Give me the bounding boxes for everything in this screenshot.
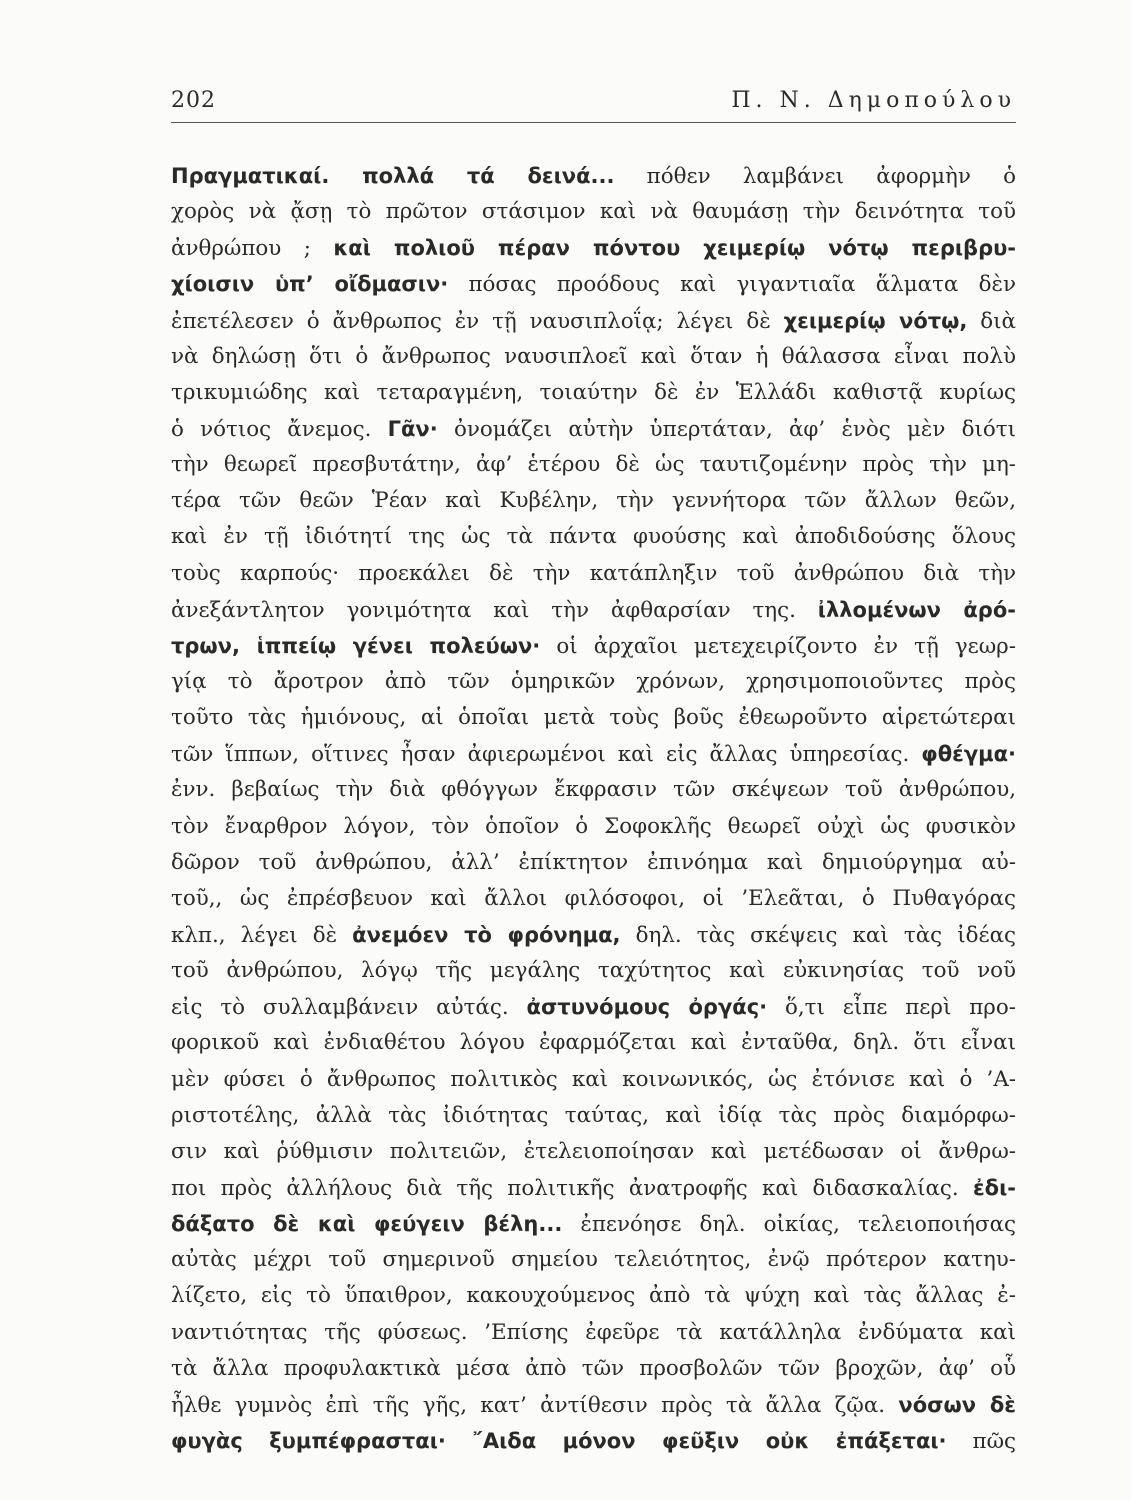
bold-quote: καὶ πολιοῦ πέραν πόντου χειμερίῳ νότῳ περιβρυ- (333, 236, 1016, 261)
text-segment: ποι πρὸς ἀλλήλους διὰ τῆς πολιτικῆς ἀνατροφῆς καὶ διδασκαλίας. (171, 1175, 973, 1201)
text-line (171, 158, 1016, 194)
bold-quote: χειμερίῳ νότῳ, (783, 308, 968, 333)
text-segment: ὀνομάζει αὐτὴν ὑπερτάταν, ἀφ’ ἑνὸς μὲν διότι (437, 416, 1016, 442)
text-line (171, 917, 1016, 953)
text-line (171, 266, 1016, 302)
text-segment: τοῦ,, ὡς ἐπρέσβευον καὶ ἄλλοι φιλόσοφοι, οἱ ’Ελεᾶται, ὁ Πυθαγόρας (171, 885, 1016, 911)
text-line (171, 1351, 1016, 1387)
text-segment: πόσας προόδους καὶ γιγαντιαῖα ἅλματα δὲν (448, 272, 1016, 298)
body-text (171, 158, 1016, 1459)
text-segment: αὐτὰς μέχρι τοῦ σημερινοῦ σημείου τελειότητος, ἐνῷ πρότερον κατηυ- (171, 1247, 1016, 1273)
bold-quote: ἀστυνόμους ὀργάς· (526, 995, 768, 1020)
text-line (171, 628, 1016, 664)
text-segment: ριστοτέλης, ἀλλὰ τὰς ἰδιότητας ταύτας, καὶ ἰδίᾳ τὰς πρὸς διαμόρφω- (171, 1102, 1016, 1128)
text-segment: μὲν φύσει ὁ ἄνθρωπος πολιτικὸς καὶ κοινωνικός, ὡς ἐτόνισε καὶ ὁ ’Α- (171, 1066, 1016, 1092)
text-line (171, 881, 1016, 917)
text-line (171, 700, 1016, 736)
text-segment: τρικυμιώδης καὶ τεταραγμένη, τοιαύτην δὲ ἐν Ἑλλάδι καθιστᾷ κυρίως (171, 379, 1016, 405)
bold-quote: φυγὰς ξυμπέφρασται· ῎Αιδα μόνον φεῦξιν οὐκ ἐπάξεται· (171, 1428, 947, 1453)
text-line (171, 845, 1016, 881)
text-segment: πῶς (946, 1428, 1016, 1454)
text-line (171, 592, 1016, 628)
text-line (171, 1170, 1016, 1206)
text-segment: εἰς τὸ συλλαμβάνειν αὐτάς. (171, 995, 527, 1021)
text-line (171, 1315, 1016, 1351)
text-segment: ναντιότητας τῆς φύσεως. ’Επίσης ἐφεῦρε τὰ κατάλληλα ἐνδύματα καὶ (171, 1319, 1016, 1345)
text-line (171, 664, 1016, 700)
text-segment: ὁ νότιος ἄνεμος. (171, 416, 388, 442)
text-line (171, 1098, 1016, 1134)
text-line (171, 1206, 1016, 1242)
text-segment: λίζετο, εἰς τὸ ὕπαιθρον, κακουχούμενος ἀπὸ τὰ ψύχη καὶ τὰς ἄλλας ἐ- (171, 1283, 1016, 1309)
text-segment: ἦλθε γυμνὸς ἐπὶ τῆς γῆς, κατ’ ἀντίθεσιν πρὸς τὰ ἄλλα ζῷα. (171, 1392, 899, 1418)
text-segment: ἀνθρώπου ; (171, 236, 334, 262)
text-segment: τὰ ἄλλα προφυλακτικὰ μέσα ἀπὸ τῶν προσβολῶν τῶν βροχῶν, ἀφ’ οὗ (171, 1355, 1016, 1381)
text-segment: οἱ ἀρχαῖοι μετεχειρίζοντο ἐν τῇ γεωρ- (540, 633, 1016, 659)
text-line (171, 230, 1016, 266)
bold-quote: ἀνεμόεν τὸ φρόνημα, (352, 922, 621, 947)
text-segment: νὰ δηλώσῃ ὅτι ὁ ἄνθρωπος ναυσιπλοεῖ καὶ ὅταν ἡ θάλασσα εἶναι πολὺ (171, 343, 1016, 369)
text-segment: σιν καὶ ῥύθμισιν πολιτειῶν, ἐτελειοποίησαν καὶ μετέδωσαν οἱ ἄνθρω- (171, 1138, 1016, 1164)
text-line (171, 447, 1016, 483)
text-segment: τοῦτο τὰς ἡμιόνους, αἱ ὁποῖαι μετὰ τοὺς βοῦς ἐθεωροῦντο αἱρετώτεραι (171, 705, 1016, 731)
text-segment: χορὸς νὰ ᾄσῃ τὸ πρῶτον στάσιμον καὶ νὰ θαυμάσῃ τὴν δεινότητα τοῦ (171, 199, 1016, 225)
text-segment: τὸν ἔναρθρον λόγον, τὸν ὁποῖον ὁ Σοφοκλῆς θεωρεῖ οὐχὶ ὡς φυσικὸν (171, 813, 1016, 839)
text-line (171, 1242, 1016, 1278)
text-line (171, 339, 1016, 375)
bold-quote: ἰλλομένων ἀρό- (817, 597, 1016, 622)
bold-quote: χίοισιν ὑπ’ οἴδμασιν· (171, 272, 449, 297)
text-segment: πόθεν λαμβάνει ἀφορμὴν ὁ (614, 164, 1016, 189)
text-line (171, 519, 1016, 555)
text-line (171, 556, 1016, 592)
bold-quote: ἐδι- (972, 1175, 1016, 1200)
text-segment: τέρα τῶν θεῶν Ῥέαν καὶ Κυβέλην, τὴν γεννήτορα τῶν ἄλλων θεῶν, (171, 488, 1016, 514)
bold-quote: νόσων δὲ (898, 1392, 1016, 1417)
text-line (171, 483, 1016, 519)
text-segment: δηλ. τὰς σκέψεις καὶ τὰς ἰδέας (620, 922, 1016, 948)
text-segment: τοὺς καρπούς· προεκάλει δὲ τὴν κατάπληξιν τοῦ ἀνθρώπου διὰ τὴν (171, 560, 1016, 586)
text-segment: τῶν ἵππων, οἵτινες ἦσαν ἀφιερωμένοι καὶ εἰς ἄλλας ὑπηρεσίας. (171, 742, 922, 768)
text-segment: ἐνν. βεβαίως τὴν διὰ φθόγγων ἔκφρασιν τῶν σκέψεων τοῦ ἀνθρώπου, (171, 777, 1016, 803)
text-segment: διὰ (967, 308, 1016, 334)
text-line (171, 1423, 1016, 1459)
page-header (171, 88, 1016, 123)
text-line (171, 303, 1016, 339)
text-line (171, 1134, 1016, 1170)
text-line (171, 1062, 1016, 1098)
text-segment: ἀνεξάντλητον γονιμότητα καὶ τὴν ἀφθαρσίαν της. (171, 597, 818, 623)
text-line (171, 194, 1016, 230)
text-line (171, 375, 1016, 411)
text-line (171, 1025, 1016, 1061)
text-line (171, 1278, 1016, 1314)
text-segment: τοῦ ἀνθρώπου, λόγῳ τῆς μεγάλης ταχύτητος καὶ εὐκινησίας τοῦ νοῦ (171, 958, 1016, 984)
text-segment: ἐπενόησε δηλ. οἰκίας, τελειοποιήσας (562, 1212, 1016, 1238)
bold-quote: δάξατο δὲ καὶ φεύγειν βέλη... (171, 1212, 563, 1237)
text-line (171, 736, 1016, 772)
text-segment: τὴν θεωρεῖ πρεσβυτάτην, ἀφ’ ἑτέρου δὲ ὡς ταυτιζομένην πρὸς τὴν μη- (171, 452, 1016, 478)
bold-quote: τρων, ἱππείῳ γένει πολεύων· (171, 633, 541, 658)
running-title: Π. Ν. Δημοπούλου (731, 88, 1016, 113)
text-line (171, 809, 1016, 845)
text-line (171, 772, 1016, 808)
text-line (171, 411, 1016, 447)
text-segment: ὅ,τι εἶπε περὶ προ- (767, 995, 1016, 1021)
text-segment: καὶ ἐν τῇ ἰδιότητί της ὡς τὰ πάντα φυούσης καὶ ἀποδιδούσης ὅλους (171, 524, 1016, 550)
bold-quote: Γᾶν· (387, 416, 438, 441)
page-number: 202 (171, 88, 216, 113)
text-segment: δῶρον τοῦ ἀνθρώπου, ἀλλ’ ἐπίκτητον ἐπινόημα καὶ δημιούργημα αὐ- (171, 849, 1016, 875)
text-segment: γίᾳ τὸ ἄροτρον ἀπὸ τῶν ὁμηρικῶν χρόνων, χρησιμοποιοῦντες πρὸς (171, 668, 1016, 694)
text-segment: κλπ., λέγει δὲ (171, 922, 353, 948)
text-line (171, 1387, 1016, 1423)
text-segment: φορικοῦ καὶ ἐνδιαθέτου λόγου ἐφαρμόζεται καὶ ἐνταῦθα, δηλ. ὅτι εἶναι (171, 1030, 1016, 1056)
bold-quote: Πραγματικαί. πολλά τά δεινά... (171, 164, 615, 188)
bold-quote: φθέγμα· (921, 742, 1016, 767)
text-line (171, 989, 1016, 1025)
text-segment: ἐπετέλεσεν ὁ ἄνθρωπος ἐν τῇ ναυσιπλοΐᾳ; λέγει δὲ (171, 308, 784, 334)
text-line (171, 953, 1016, 989)
